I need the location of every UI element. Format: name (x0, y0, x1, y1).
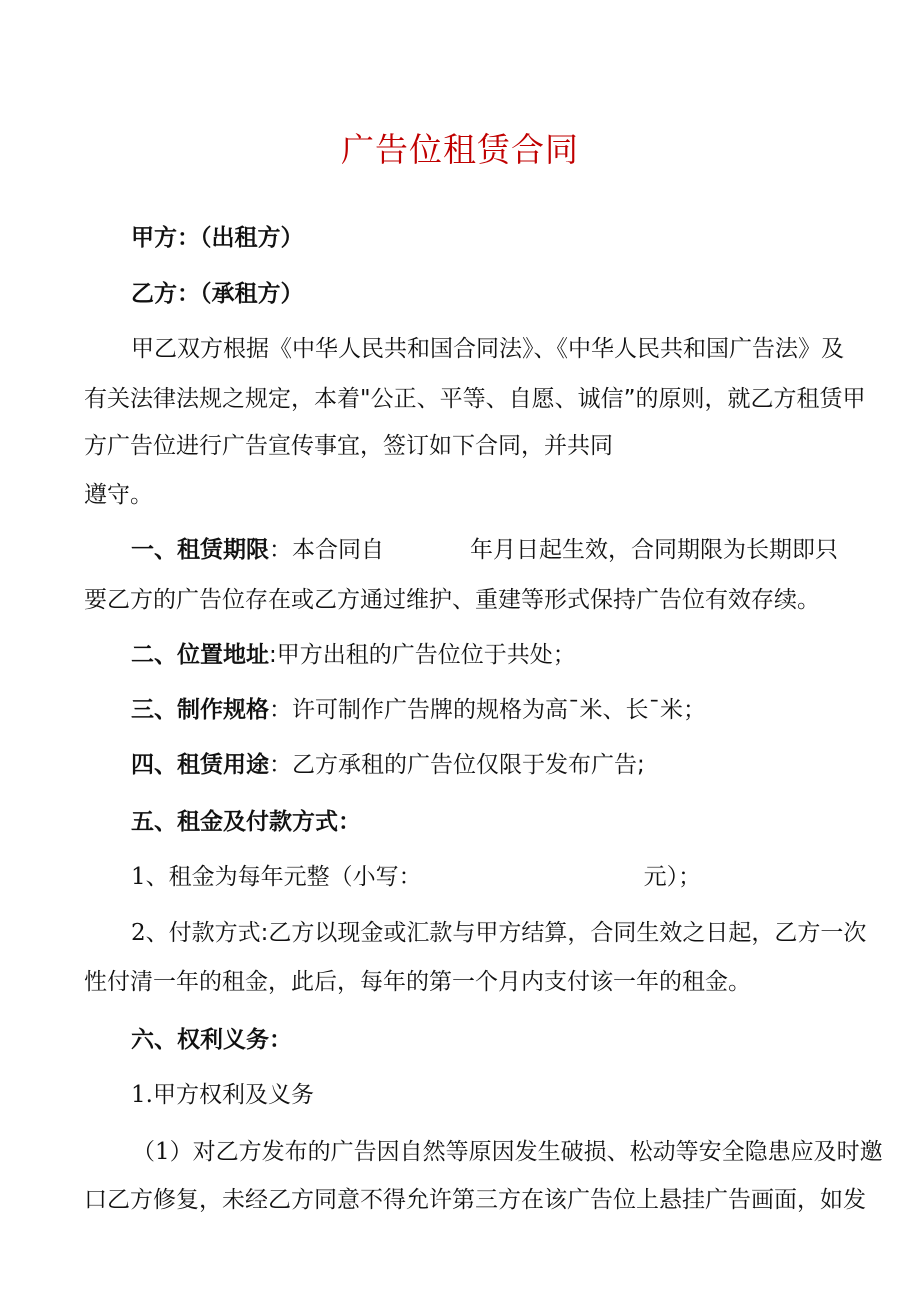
intro-line-4: 遵守。 (84, 482, 153, 508)
section-5-item-1 (131, 857, 920, 897)
para-1-number: （1） (132, 1139, 193, 1165)
party-a-line: 甲方：（出租方） (131, 225, 304, 251)
section-6-para-1-line-2: 口乙方修复，未经乙方同意不得允许第三方在该广告位上悬挂广告画面，如发 (84, 1187, 866, 1213)
section-2-line (131, 635, 920, 675)
document-title: 广告位租赁合同 (341, 130, 579, 169)
section-1-heading: 一、租赁期限 (131, 537, 269, 563)
subheading-number: 1. (131, 1082, 153, 1108)
section-5-item-2-line-1 (131, 913, 920, 953)
section-1-text-a: ：本合同自 (269, 537, 384, 563)
section-6-heading: 六、权利义务： (131, 1027, 292, 1053)
item-1-text-a: 、租金为每年元整（小写： (145, 864, 422, 890)
section-4-text: ：乙方承租的广告位仅限于发布广告; (269, 752, 645, 778)
section-5-heading: 五、租金及付款方式： (131, 809, 361, 835)
section-3-heading: 三、制作规格 (131, 697, 269, 723)
section-2-heading: 二、位置地址 (131, 642, 269, 668)
intro-line-2: 有关法律法规之规定，本着"公正、平等、自愿、诚信”的原则，就乙方租赁甲 (84, 386, 866, 412)
section-6-para-1-line-1 (132, 1132, 920, 1172)
subheading-text: 甲方权利及义务 (152, 1082, 314, 1108)
item-1-number: 1 (131, 864, 146, 890)
section-3-text: ：许可制作广告牌的规格为高¯米、长¯米； (269, 697, 706, 723)
para-1-text-1: 对乙方发布的广告因自然等原因发生破损、松动等安全隐患应及时邀 (192, 1139, 883, 1165)
section-1-line-1 (131, 530, 920, 570)
section-2-text: :甲方出租的广告位位于共处； (269, 642, 576, 668)
intro-line-1: 甲乙双方根据《中华人民共和国合同法》、《中华人民共和国广告法》及 (131, 336, 844, 362)
party-b-line: 乙方：（承租方） (131, 281, 304, 307)
item-2-number: 2 (131, 920, 146, 946)
section-1-line-2: 要乙方的广告位存在或乙方通过维护、重建等形式保持广告位有效存续。 (84, 587, 820, 613)
section-4-heading: 四、租赁用途 (131, 752, 269, 778)
section-5-item-2-line-2: 性付清一年的租金，此后，每年的第一个月内支付该一年的租金。 (84, 969, 751, 995)
section-6-subheading (131, 1075, 920, 1115)
section-1-text-b: 年月日起生效，合同期限为长期即只 (470, 537, 838, 563)
item-1-text-b: 元）； (643, 864, 702, 890)
intro-line-3: 方广告位进行广告宣传事宜，签订如下合同，并共同 (84, 433, 613, 459)
section-3-line (131, 690, 920, 730)
section-4-line (131, 745, 920, 785)
item-2-text-1: 、付款方式:乙方以现金或汇款与甲方结算，合同生效之日起，乙方一次 (145, 920, 867, 946)
